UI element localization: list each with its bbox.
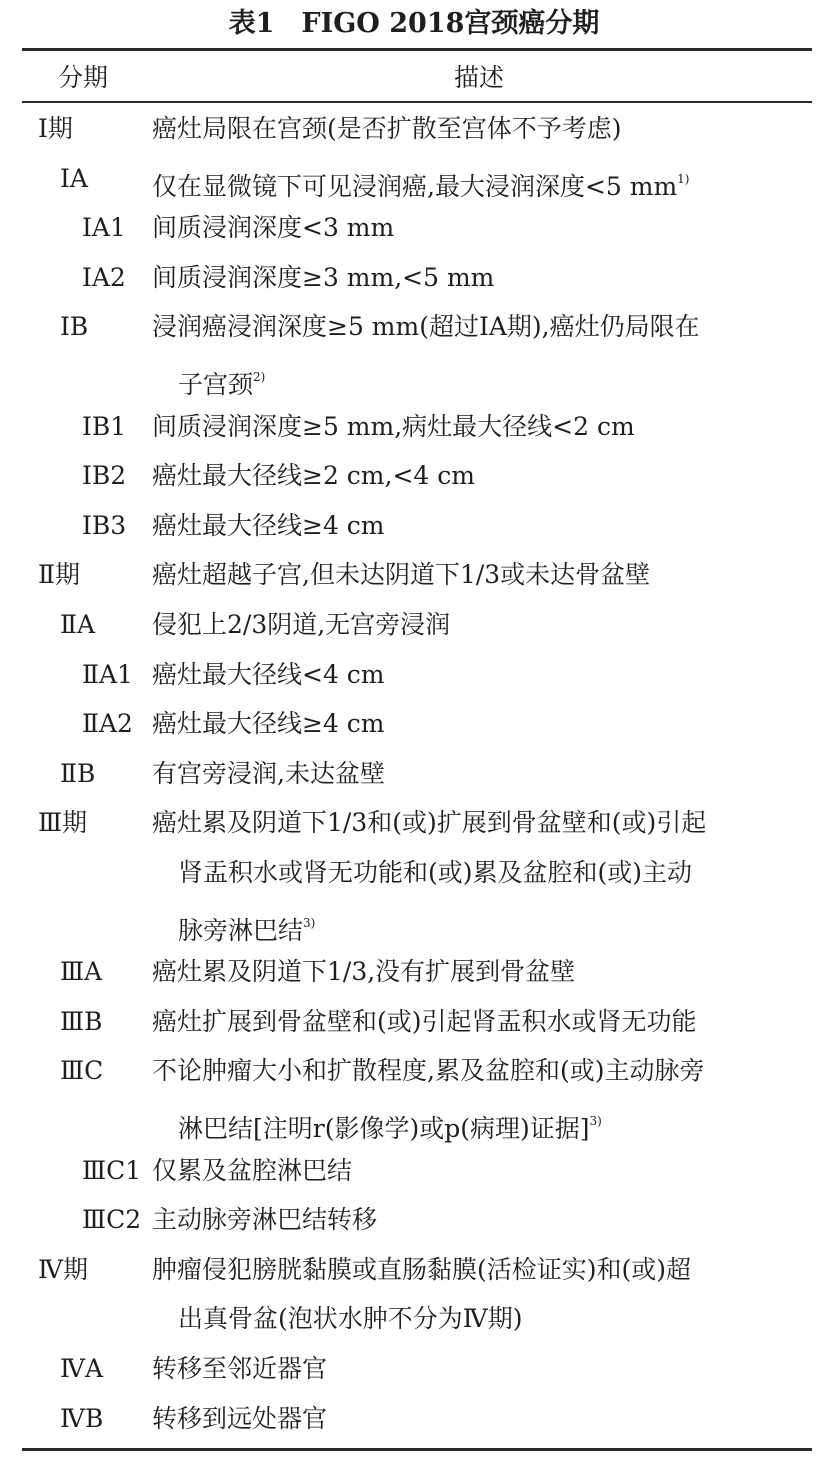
table-row [0, 253, 828, 303]
footnote-mark: 3) [303, 915, 316, 930]
stage-cell: Ⅱ期 [38, 560, 80, 590]
table-row [0, 1344, 828, 1394]
stage-cell: ⅣA [60, 1354, 104, 1383]
stage-cell: ⅡB [60, 758, 96, 788]
description-line: 仅在显微镜下可见浸润癌,最大浸润深度<5 $mm^{1)}$ [152, 171, 690, 201]
table-row [0, 402, 828, 452]
description-line: 仅累及盆腔淋巴结 [152, 1155, 353, 1185]
stage-cell: ⅠB [60, 312, 89, 342]
footnote-mark: 3) [589, 1113, 602, 1128]
stage-cell: Ⅲ期 [38, 808, 88, 838]
stage-cell: ⅢC2 [82, 1205, 142, 1235]
stage-cell: Ⅰ期 [38, 114, 73, 143]
table-row [0, 749, 828, 799]
stage-cell: ⅠA [60, 163, 88, 193]
table-row [0, 650, 828, 700]
stage-cell: ⅠA2 [82, 262, 126, 292]
table-row [0, 1245, 828, 1344]
table-row [0, 1195, 828, 1245]
table-row [0, 798, 828, 947]
description-line: 癌灶累及阴道下1/3和(或)扩展到骨盆壁和(或)引起 [152, 808, 707, 838]
table-row [0, 1394, 828, 1444]
description-line: 癌灶累及阴道下1/3,没有扩展到骨盆壁 [152, 957, 576, 987]
bottom-rule [22, 1448, 812, 1451]
table-row [0, 600, 828, 650]
description-line: 有宫旁浸润,未达盆壁 [152, 758, 385, 788]
footnote-mark: 1) [677, 171, 690, 186]
table-row [0, 501, 828, 551]
description-line: 癌灶扩展到骨盆壁和(或)引起肾盂积水或肾无功能 [152, 1006, 697, 1036]
description-line: 癌灶超越子宫,但未达阴道下1/3或未达骨盆壁 [152, 560, 651, 590]
description-line: 癌灶最大径线≥4 cm [152, 510, 385, 540]
table-title: 表1 FIGO 2018宫颈癌分期 [228, 8, 600, 39]
description-line: 主动脉旁淋巴结转移 [152, 1205, 378, 1235]
stage-cell: ⅠB1 [82, 411, 127, 441]
description-line: 出真骨盆(泡状水肿不分为Ⅳ期) [178, 1304, 523, 1334]
stage-cell: ⅣB [60, 1403, 104, 1433]
description-line: 肿瘤侵犯膀胱黏膜或直肠黏膜(活检证实)和(或)超 [152, 1254, 692, 1284]
description-line: 淋巴结[注明r(影像学)或p(病理)证据]$^{3)}$ [178, 1113, 602, 1143]
table-row [0, 451, 828, 501]
table-row [0, 1046, 828, 1145]
description-line: 癌灶最大径线≥2 cm,<4 cm [152, 461, 475, 491]
stage-cell: ⅢC1 [82, 1155, 142, 1185]
table-row [0, 154, 828, 204]
stage-cell: ⅡA2 [82, 709, 133, 739]
description-line: 癌灶最大径线≥4 cm [152, 709, 385, 739]
table-row [0, 104, 828, 154]
header-stage: 分期 [58, 63, 109, 92]
header-rule [22, 101, 812, 103]
stage-cell: ⅠB3 [82, 510, 127, 540]
table-row [0, 302, 828, 401]
table-row [0, 550, 828, 600]
stage-cell: ⅠA1 [82, 213, 126, 243]
description-line: 子宫颈$^{2)}$ [178, 369, 266, 399]
stage-cell: ⅢC [60, 1056, 104, 1086]
description-line: 转移到远处器官 [152, 1403, 328, 1433]
description-line: 不论肿瘤大小和扩散程度,累及盆腔和(或)主动脉旁 [152, 1056, 705, 1086]
description-line: 间质浸润深度≥5 mm,病灶最大径线<2 cm [152, 411, 635, 441]
stage-cell: ⅡA1 [82, 659, 133, 689]
stage-cell: ⅡA [60, 610, 96, 639]
table-row [0, 1146, 828, 1196]
stage-cell: ⅢA [60, 957, 103, 987]
table-row [0, 203, 828, 253]
footnote-mark: 2) [253, 369, 266, 384]
description-line: 癌灶局限在宫颈(是否扩散至宫体不予考虑) [152, 114, 622, 143]
description-line: 侵犯上2/3阴道,无宫旁浸润 [152, 610, 451, 639]
description-line: 肾盂积水或肾无功能和(或)累及盆腔和(或)主动 [178, 857, 693, 887]
top-rule [22, 48, 812, 51]
stage-cell: ⅠB2 [82, 461, 127, 491]
table-row [0, 947, 828, 997]
description-line: 浸润癌浸润深度≥5 mm(超过ⅠA期),癌灶仍局限在 [152, 312, 700, 342]
description-line: 间质浸润深度<3 mm [152, 213, 395, 243]
stage-cell: ⅢB [60, 1006, 103, 1036]
stage-cell: Ⅳ期 [38, 1254, 88, 1284]
table-row [0, 997, 828, 1047]
header-description: 描述 [453, 63, 504, 92]
description-line: 间质浸润深度≥3 mm,<5 mm [152, 262, 495, 292]
description-line: 转移至邻近器官 [152, 1354, 328, 1383]
table-row [0, 699, 828, 749]
description-line: 癌灶最大径线<4 cm [152, 659, 385, 689]
description-line: 脉旁淋巴结$^{3)}$ [178, 915, 316, 945]
